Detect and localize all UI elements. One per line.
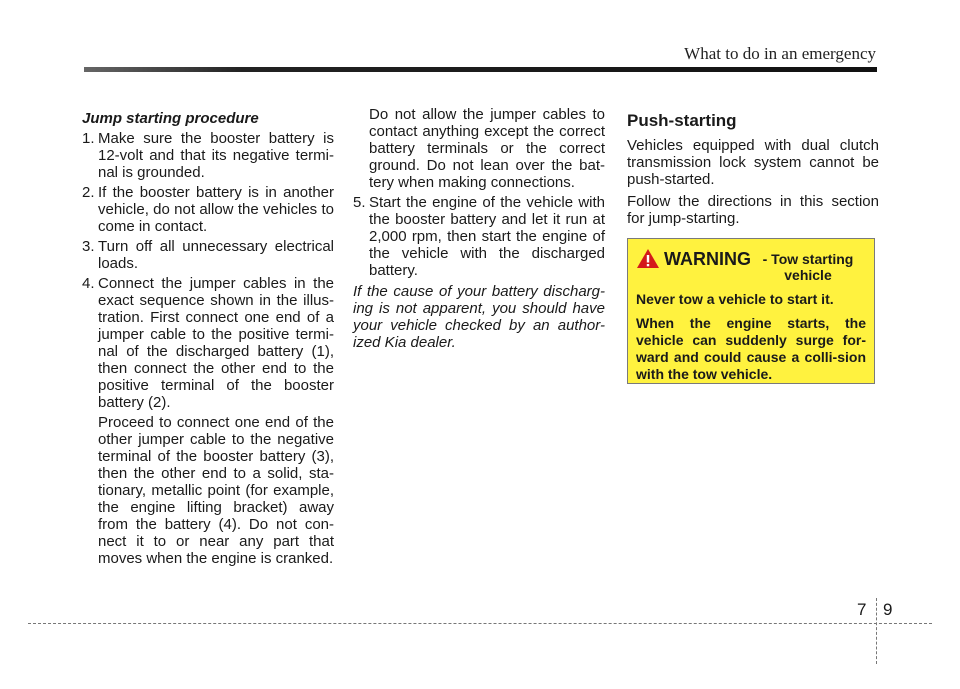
- step-1: [82, 130, 334, 181]
- step-number: 4.: [82, 275, 95, 292]
- warning-topic: - Tow starting vehicle: [762, 251, 854, 283]
- warning-paragraph-2: When the engine starts, the vehicle can suddenly surge for-ward and could cause a colli-sion with the tow vehicle.: [636, 315, 866, 382]
- footer-divider: [876, 598, 877, 664]
- dealer-note: If the cause of your battery discharg-ing is not apparent, you should have your vehicle checked by an author-ized Kia dealer.: [353, 283, 605, 351]
- step-text: Turn off all unnecessary electrical loads.: [98, 238, 334, 272]
- step-text: Connect the jumper cables in the exact sequence shown in the illus-tration. First connect one end of a jumper cable to the positive termi-nal of the discharged battery (1), then connect the other end to the positive terminal of the booster battery (2).: [98, 275, 334, 411]
- warning-header: [636, 249, 866, 283]
- push-start-paragraph-2: Follow the directions in this section for jump-starting.: [627, 193, 879, 227]
- header-rule: [84, 67, 877, 72]
- step-text: If the booster battery is in another vehicle, do not allow the vehicles to come in contact.: [98, 184, 334, 235]
- column-2: [353, 106, 605, 351]
- warning-label: WARNING: [664, 249, 751, 269]
- step-number: 2.: [82, 184, 95, 201]
- warning-paragraph-1: Never tow a vehicle to start it.: [636, 291, 834, 307]
- page-chapter-number: 7: [857, 600, 867, 619]
- step-4-paragraph-3: Do not allow the jumper cables to contact anything except the correct battery terminals or the correct ground. Do not lean over the bat-tery when making connections.: [369, 106, 605, 191]
- column-1: [82, 106, 334, 570]
- step-5: [353, 194, 605, 279]
- step-3: [82, 238, 334, 272]
- step-number: 1.: [82, 130, 95, 147]
- jump-start-heading: Jump starting procedure: [82, 110, 259, 127]
- step-4-paragraph-2: Proceed to connect one end of the other jumper cable to the negative terminal of the booster battery (3), then the other end to a solid, sta-tionary, metallic point (for example, the engine lifting bracket) away from the battery (4). Do not con-nect it to or near any part that moves when the engine is cranked.: [98, 414, 334, 567]
- push-start-paragraph-1: Vehicles equipped with dual clutch transmission lock system cannot be push-started.: [627, 137, 879, 188]
- step-number: 5.: [353, 194, 366, 211]
- step-2: [82, 184, 334, 235]
- page-header-title: What to do in an emergency: [684, 44, 876, 63]
- column-3: [627, 106, 879, 232]
- warning-box: [627, 238, 875, 384]
- page-number: 9: [883, 600, 893, 619]
- footer-rule: [28, 623, 932, 624]
- step-text: Make sure the booster battery is 12-volt and that its negative termi-nal is grounded.: [98, 130, 334, 181]
- step-text: Start the engine of the vehicle with the booster battery and let it run at 2,000 rpm, then start the engine of the vehicle with the discharged battery.: [369, 194, 605, 279]
- step-4: [82, 275, 334, 411]
- warning-triangle-icon: [636, 248, 660, 269]
- push-start-heading: Push-starting: [627, 111, 737, 130]
- step-number: 3.: [82, 238, 95, 255]
